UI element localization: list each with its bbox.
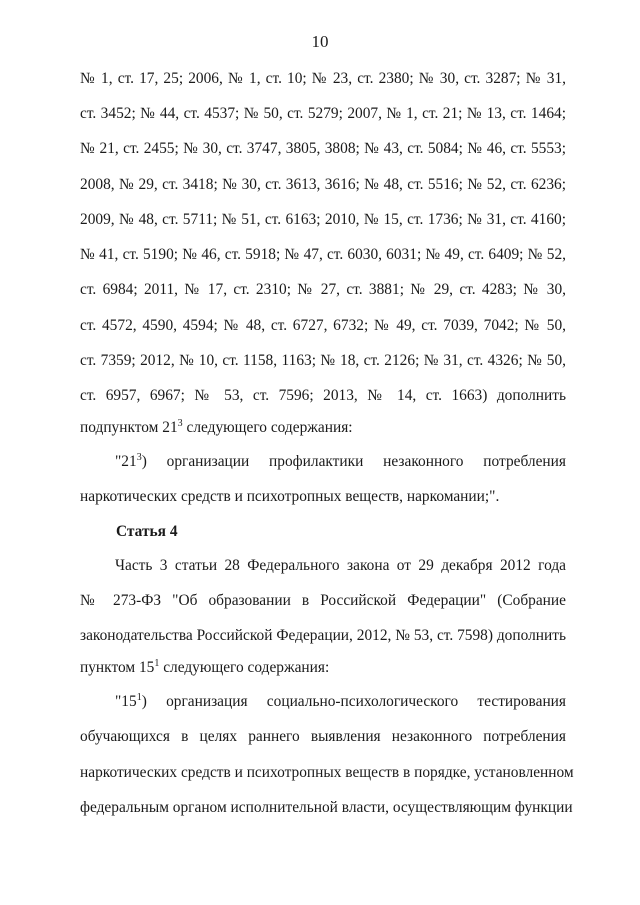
quote2-line-1 — [115, 692, 566, 712]
quote1-superscript: 3 — [136, 452, 142, 463]
quote2-line-4: федеральным органом исполнительной власти, осуществляющим функции — [80, 799, 573, 816]
article-heading: Статья 4 — [116, 523, 178, 540]
quote2-open: "15 — [115, 693, 137, 710]
body-line-5: 2009, № 48, ст. 5711; № 51, ст. 6163; 2010, № 15, ст. 1736; № 31, ст. 4160; — [80, 211, 566, 228]
article4-line-2: № 273-ФЗ "Об образовании в Российской Федерации" (Собрание — [80, 592, 566, 609]
article4-text-before: пунктом 15 — [80, 659, 155, 676]
quote1-text: ) организации профилактики незаконного потребления — [141, 453, 566, 470]
body-line-1: № 1, ст. 17, 25; 2006, № 1, ст. 10; № 23, ст. 2380; № 30, ст. 3287; № 31, — [80, 70, 566, 87]
subpoint-line — [80, 418, 566, 438]
quote1-open: "21 — [115, 453, 137, 470]
page-number: 10 — [311, 32, 329, 51]
body-line-9: ст. 7359; 2012, № 10, ст. 1158, 1163; № 18, ст. 2126; № 31, ст. 4326; № 50, — [80, 352, 566, 369]
body-line-8: ст. 4572, 4590, 4594; № 48, ст. 6727, 6732; № 49, ст. 7039, 7042; № 50, — [80, 317, 566, 334]
body-line-7: ст. 6984; 2011, № 17, ст. 2310; № 27, ст. 3881; № 29, ст. 4283; № 30, — [80, 281, 566, 298]
quote1-line-1 — [115, 452, 566, 472]
body-line-10: ст. 6957, 6967; № 53, ст. 7596; 2013, № 14, ст. 1663) дополнить — [80, 387, 566, 404]
subpoint-text-after: следующего содержания: — [182, 419, 353, 436]
article4-line-4 — [80, 658, 566, 678]
article4-line-3: законодательства Российской Федерации, 2012, № 53, ст. 7598) дополнить — [80, 627, 566, 644]
body-line-4: 2008, № 29, ст. 3418; № 30, ст. 3613, 3616; № 48, ст. 5516; № 52, ст. 6236; — [80, 176, 566, 193]
article4-line-1: Часть 3 статьи 28 Федерального закона от 29 декабря 2012 года — [115, 557, 566, 574]
body-line-6: № 41, ст. 5190; № 46, ст. 5918; № 47, ст. 6030, 6031; № 49, ст. 6409; № 52, — [80, 246, 566, 263]
subpoint-superscript: 3 — [177, 418, 183, 429]
quote2-text: ) организация социально-психологического тестирования — [141, 693, 566, 710]
body-line-2: ст. 3452; № 44, ст. 4537; № 50, ст. 5279; 2007, № 1, ст. 21; № 13, ст. 1464; — [80, 105, 566, 122]
article4-superscript: 1 — [154, 658, 160, 669]
body-line-3: № 21, ст. 2455; № 30, ст. 3747, 3805, 3808; № 43, ст. 5084; № 46, ст. 5553; — [80, 140, 566, 157]
subpoint-text-before: подпунктом 21 — [80, 419, 178, 436]
quote2-line-2: обучающихся в целях раннего выявления незаконного потребления — [80, 728, 566, 745]
quote1-line-2: наркотических средств и психотропных веществ, наркомании;". — [80, 488, 500, 505]
quote2-superscript: 1 — [136, 692, 142, 703]
article4-text-after: следующего содержания: — [159, 659, 330, 676]
quote2-line-3: наркотических средств и психотропных веществ в порядке, установленном — [80, 764, 574, 781]
